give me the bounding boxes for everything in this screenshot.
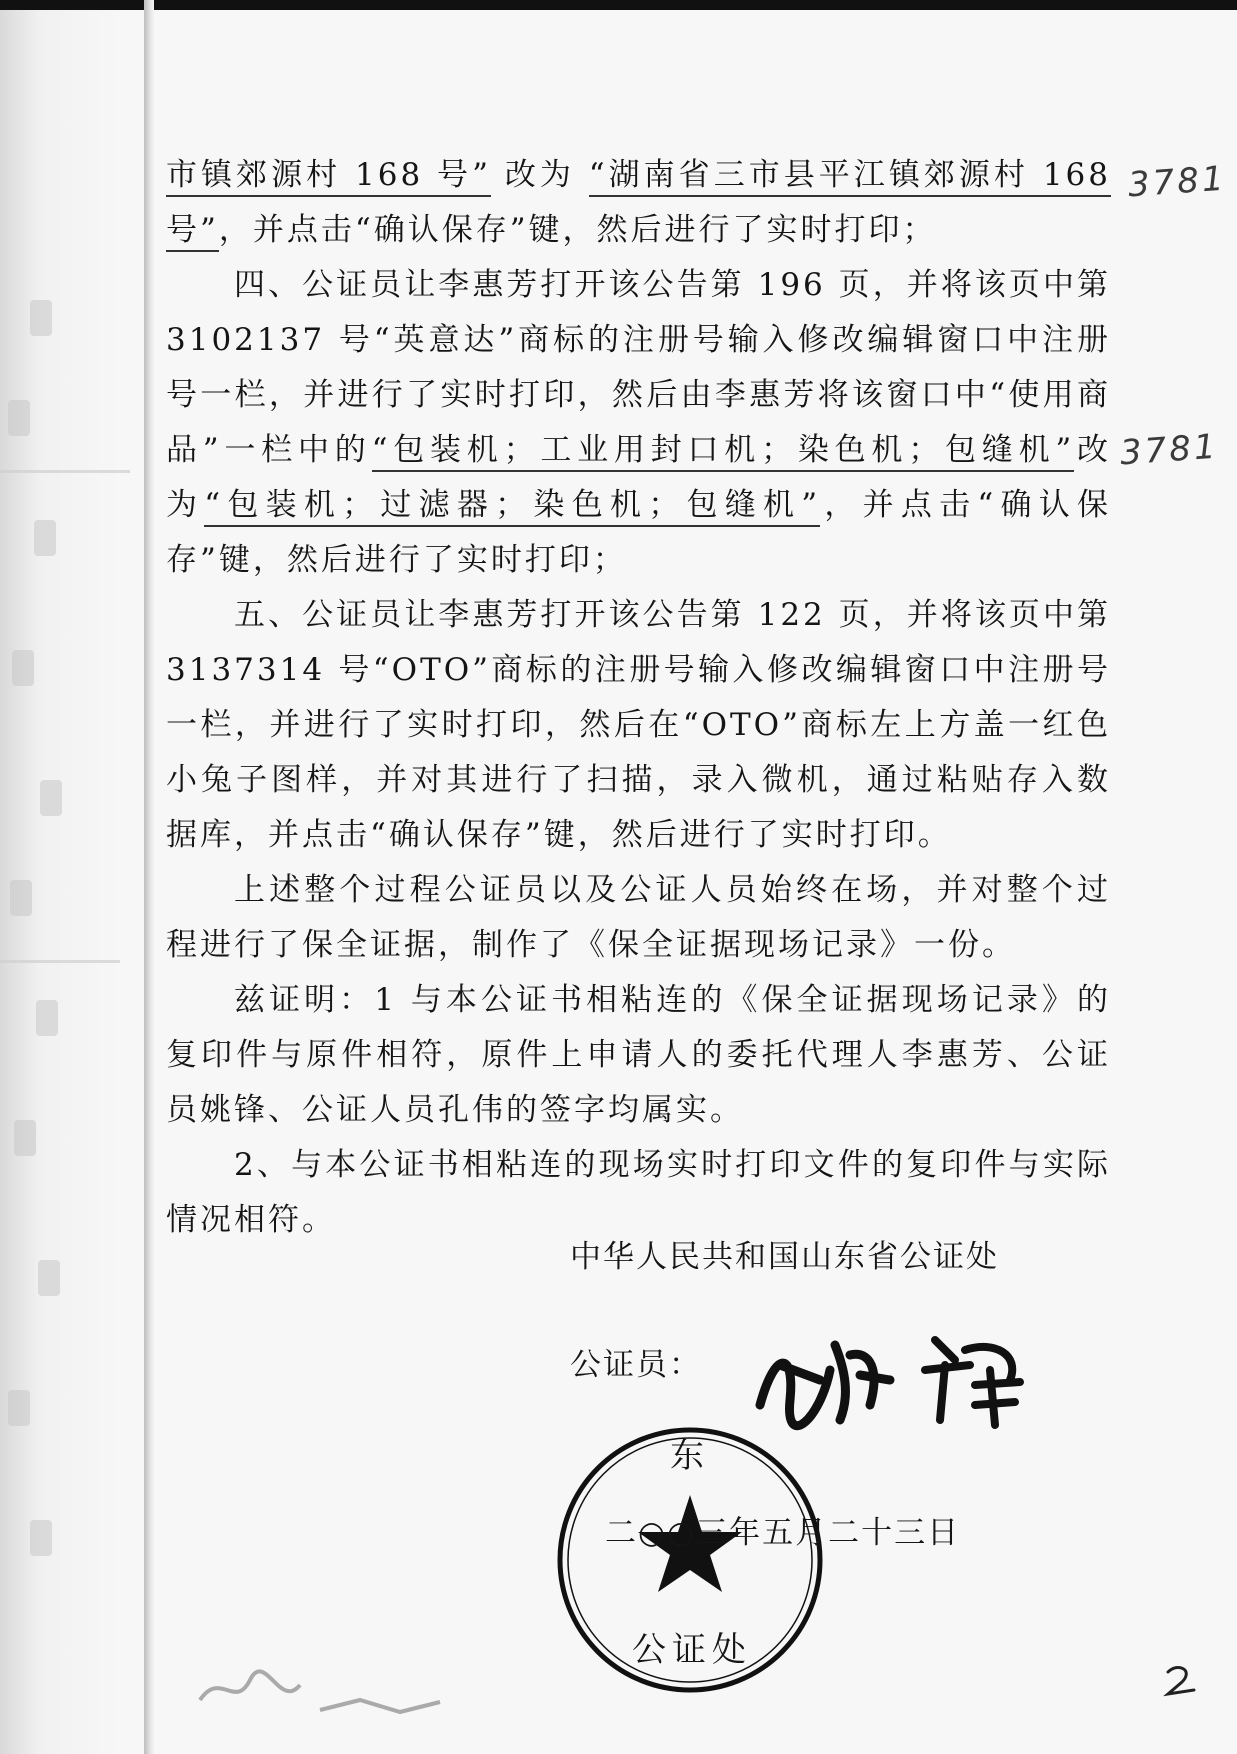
binding-fold bbox=[144, 0, 154, 1754]
seal-top-char: 东 bbox=[670, 1436, 704, 1476]
seal-bottom-text: 公证处 bbox=[632, 1630, 752, 1670]
text-segment: 上述整个过程公证员以及公证人员始终在场，并对整个过程进行了保全证据，制作了《保全证据现场记录》一份。 bbox=[166, 872, 1111, 963]
margin-note: 3781 bbox=[1126, 158, 1228, 206]
issuer-name: 中华人民共和国山东省公证处 bbox=[570, 1239, 999, 1275]
issue-date: 二○○三年五月二十三日 bbox=[605, 1515, 961, 1551]
paragraph bbox=[166, 148, 1111, 258]
paragraph bbox=[166, 258, 1111, 588]
notary-label: 公证员： bbox=[570, 1347, 702, 1383]
underlined-text: “包装机；过滤器；染色机；包缝机” bbox=[204, 487, 820, 527]
body-text bbox=[166, 148, 1111, 1248]
text-segment: 兹证明：1 与本公证书相粘连的《保全证据现场记录》的复印件与原件相符，原件上申请人的委托代理人李惠芳、公证员姚锋、公证人员孔伟的签字均属实。 bbox=[166, 982, 1111, 1128]
text-segment: 2、与本公证书相粘连的现场实时打印文件的复印件与实际情况相符。 bbox=[166, 1147, 1111, 1238]
text-segment: 改为 bbox=[166, 432, 1112, 523]
paragraph bbox=[166, 588, 1111, 863]
text-segment: 四、公证员让李惠芳打开该公告第 196 页，并将该页中第 3102137 号“英意达”商标的注册号输入修改编辑窗口中注册号一栏，并进行了实时打印，然后由李惠芳将该窗口中“使用商品”一栏中的 bbox=[166, 267, 1111, 468]
paragraph bbox=[166, 973, 1111, 1138]
underlined-text: 市镇郊源村 168 号” bbox=[166, 157, 491, 197]
underlined-text: “包装机；工业用封口机；染色机；包缝机” bbox=[372, 432, 1075, 472]
bleed-through-handwriting bbox=[190, 1640, 610, 1730]
text-segment: 五、公证员让李惠芳打开该公告第 122 页，并将该页中第 3137314 号“OTO”商标的注册号输入修改编辑窗口中注册号一栏，并进行了实时打印，然后在“OTO”商标左上方盖一红色小兔子图样，并对其进行了扫描，录入微机，通过粘贴存入数据库，并点击“确认保存”键，然后进行了实时打印。 bbox=[166, 597, 1111, 853]
text-segment: ，并点击“确认保存”键，然后进行了实时打印； bbox=[218, 212, 937, 248]
paragraph bbox=[166, 863, 1111, 973]
text-segment: 改为 bbox=[490, 157, 589, 193]
bleed-through-margin bbox=[0, 0, 150, 1754]
scan-top-edge bbox=[0, 0, 1237, 10]
underlined-text: “湖南省三市县平江镇郊源村 168 号” bbox=[166, 157, 1111, 252]
page-mark bbox=[1160, 1660, 1200, 1700]
text-segment: ，并点击“确认保存”键，然后进行了实时打印； bbox=[166, 487, 1112, 578]
margin-note: 3781 bbox=[1118, 426, 1220, 474]
